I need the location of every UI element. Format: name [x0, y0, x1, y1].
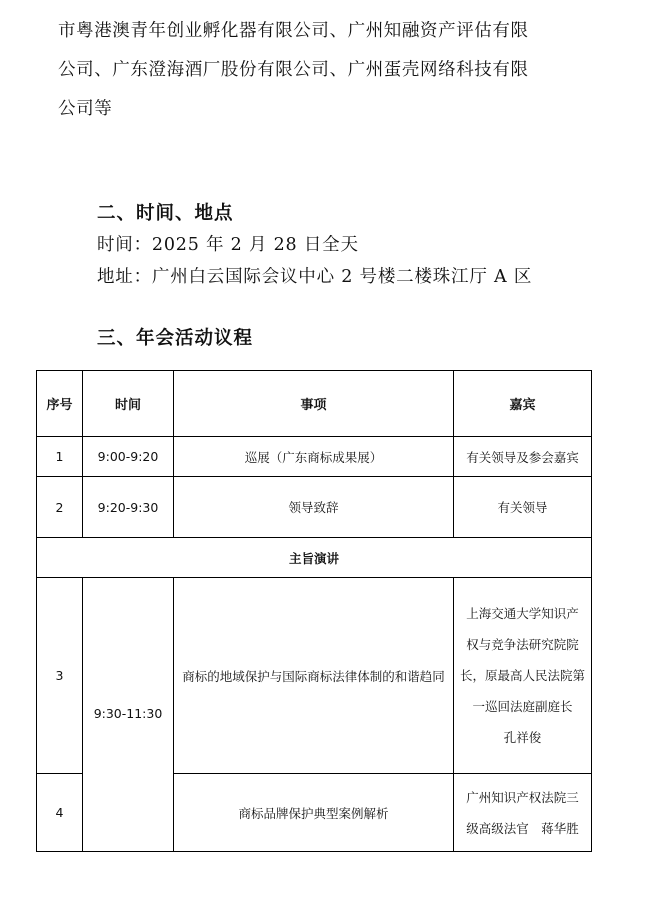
keynote-section-title: 主旨演讲: [37, 538, 592, 578]
row-guest: 有关领导及参会嘉宾: [454, 437, 592, 477]
keynote-section-row: [37, 538, 592, 578]
row-item: 领导致辞: [174, 477, 454, 538]
table-row: [37, 437, 592, 477]
row-guest: 有关领导: [454, 477, 592, 538]
header-time: 时间: [83, 371, 174, 437]
row-guest: [454, 774, 592, 852]
row-no: 1: [37, 437, 83, 477]
row-item: 巡展（广东商标成果展）: [174, 437, 454, 477]
row-guest: [454, 578, 592, 774]
guest-line: 一巡回法庭副庭长: [472, 699, 573, 714]
table-row: [37, 578, 592, 774]
row-time: 9:20-9:30: [83, 477, 174, 538]
section-2-heading: 二、时间、地点: [97, 203, 234, 224]
header-item: 事项: [174, 371, 454, 437]
row-no: 2: [37, 477, 83, 538]
header-no: 序号: [37, 371, 83, 437]
row-no: 3: [37, 578, 83, 774]
guest-line: 广州知识产权法院三: [466, 789, 579, 805]
table-header-row: [37, 371, 592, 437]
section-3-heading: 三、年会活动议程: [97, 328, 254, 349]
guest-line: 长，原最高人民法院第: [459, 668, 585, 683]
row-no: 4: [37, 774, 83, 852]
guest-line: 孔祥俊: [503, 730, 542, 745]
agenda-table: [36, 370, 592, 852]
intro-paragraph: [58, 12, 598, 129]
intro-line-3: 公司等: [58, 99, 113, 119]
guest-line: 级高级法官 蒋华胜: [466, 820, 579, 836]
intro-line-2: 公司、广东澄海酒厂股份有限公司、广州蛋壳网络科技有限: [58, 60, 529, 80]
event-address: 地址：广州白云国际会议中心 2 号楼二楼珠江厅 A 区: [97, 267, 533, 287]
header-guest: 嘉宾: [454, 371, 592, 437]
keynote-time: 9:30-11:30: [83, 578, 174, 852]
intro-line-1: 市粤港澳青年创业孵化器有限公司、广州知融资产评估有限: [58, 21, 529, 41]
row-time: 9:00-9:20: [83, 437, 174, 477]
guest-line: 上海交通大学知识产: [466, 606, 579, 621]
row-item: 商标的地域保护与国际商标法律体制的和谐趋同: [174, 578, 454, 774]
guest-line: 权与竞争法研究院院: [466, 637, 579, 652]
table-row: [37, 477, 592, 538]
event-time: 时间：2025 年 2 月 28 日全天: [97, 235, 359, 255]
row-item: 商标品牌保护典型案例解析: [174, 774, 454, 852]
